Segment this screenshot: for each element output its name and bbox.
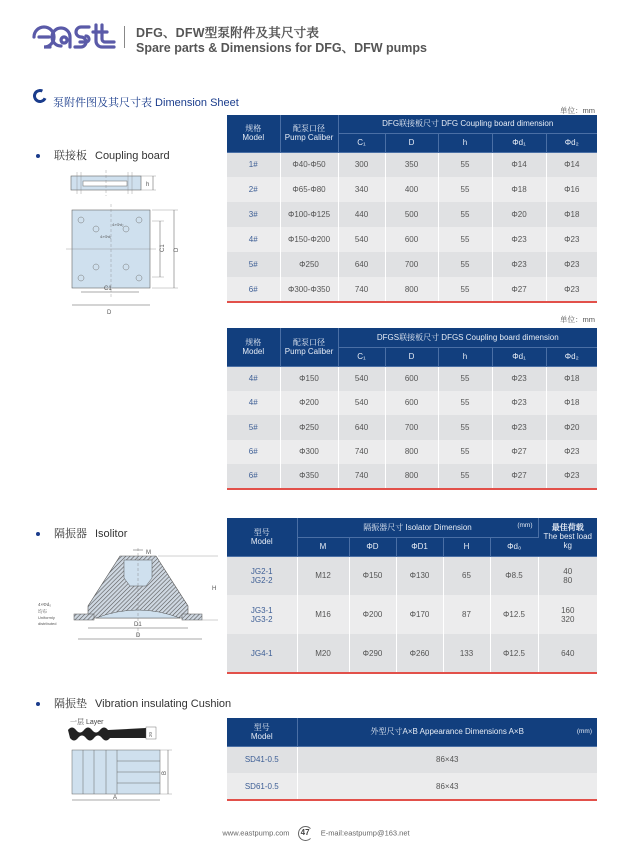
table-cell: 55 xyxy=(438,152,492,177)
table-cell: Φ150 xyxy=(349,556,396,595)
table-cell: Φ12.5 xyxy=(490,634,538,673)
col-d1: Φd₁ xyxy=(492,347,546,366)
section-title: 泵附件图及其尺寸表 Dimension Sheet xyxy=(53,97,239,109)
table-cell: Φ250 xyxy=(280,252,338,277)
table-cell: 400 xyxy=(385,177,438,202)
table-cell: 55 xyxy=(438,366,492,391)
header-best-load: 最佳荷载 The best load kg xyxy=(538,518,597,556)
coupling-board-heading xyxy=(36,147,170,163)
cell-model: JG2-1 JG2-2 xyxy=(227,556,297,595)
table-cell: 340 xyxy=(338,177,385,202)
table-row xyxy=(227,366,597,391)
table-cell: Φ14 xyxy=(492,152,546,177)
cell-model: 6# xyxy=(227,440,280,465)
cell-model: JG4-1 xyxy=(227,634,297,673)
cushion-heading xyxy=(36,695,231,711)
table-cell: 55 xyxy=(438,440,492,465)
table-row xyxy=(227,634,597,673)
page-title-cn: DFG、DFW型泵附件及其尺寸表 xyxy=(136,26,320,40)
table-row xyxy=(227,556,597,595)
table-cell: 540 xyxy=(338,366,385,391)
table-row xyxy=(227,595,597,634)
col-phi-d1: ΦD1 xyxy=(396,537,443,556)
table-cell: Φ170 xyxy=(396,595,443,634)
table-cell: Φ23 xyxy=(546,464,597,489)
table-cell: 300 xyxy=(338,152,385,177)
table-row xyxy=(227,415,597,440)
table-cell: 740 xyxy=(338,464,385,489)
diagram-label-m: M xyxy=(146,550,151,556)
table-cell: 86×43 xyxy=(297,773,597,800)
diagram-label-d-v: D xyxy=(174,247,180,252)
table-cell: 55 xyxy=(438,177,492,202)
header-divider xyxy=(124,26,125,48)
table-cell: 55 xyxy=(438,252,492,277)
header-group: 外型尺寸A×B Appearance Dimensions A×B (mm) xyxy=(297,718,597,746)
svg-text:distributed: distributed xyxy=(38,621,57,626)
table-cell: 350 xyxy=(385,152,438,177)
table-cell: M12 xyxy=(297,556,349,595)
table-row xyxy=(227,440,597,465)
cell-model: 4# xyxy=(227,391,280,416)
table-cell: 86×43 xyxy=(297,746,597,773)
col-h: h xyxy=(438,347,492,366)
table-cell: 55 xyxy=(438,227,492,252)
table-cell: 600 xyxy=(385,366,438,391)
diagram-label-h: h xyxy=(146,182,150,188)
table-cell: 87 xyxy=(443,595,490,634)
header-model: 规格 Model xyxy=(227,328,280,366)
bullet-icon xyxy=(36,702,40,706)
table-cell: Φ300 xyxy=(280,440,338,465)
table-cell: Φ18 xyxy=(492,177,546,202)
table-cell: 440 xyxy=(338,202,385,227)
table-cell: Φ130 xyxy=(396,556,443,595)
table-cell: Φ20 xyxy=(546,415,597,440)
cell-model: 5# xyxy=(227,415,280,440)
isolator-diagram xyxy=(38,546,218,646)
table-cell: 55 xyxy=(438,391,492,416)
table-cell: Φ260 xyxy=(396,634,443,673)
cell-model: 1# xyxy=(227,152,280,177)
table-cell: 700 xyxy=(385,415,438,440)
table-row xyxy=(227,464,597,489)
table-cell: Φ150-Φ200 xyxy=(280,227,338,252)
table-row xyxy=(227,227,597,252)
svg-text:4×Φd₂: 4×Φd₂ xyxy=(112,222,124,227)
table-cell: 700 xyxy=(385,252,438,277)
cell-model: 6# xyxy=(227,277,280,302)
cell-model: JG3-1 JG3-2 xyxy=(227,595,297,634)
page-number: 47 xyxy=(298,826,313,841)
col-h: H xyxy=(443,537,490,556)
table-cell: 800 xyxy=(385,277,438,302)
footer xyxy=(0,826,632,841)
footer-email[interactable]: E-mail:eastpump@163.net xyxy=(320,828,410,838)
cushion-label-cn: 隔振垫 xyxy=(54,698,87,710)
table-row xyxy=(227,202,597,227)
table-cell: Φ350 xyxy=(280,464,338,489)
col-phi-d0: Φd₀ xyxy=(490,537,538,556)
table-cell: 55 xyxy=(438,202,492,227)
diagram-label-c1: C1 xyxy=(104,286,112,292)
table-cell: Φ23 xyxy=(546,277,597,302)
bullet-icon xyxy=(36,532,40,536)
col-d1: Φd₁ xyxy=(492,133,546,152)
diagram-label-h: H xyxy=(212,586,217,592)
dfg-coupling-table xyxy=(227,115,597,303)
table-cell: Φ65-Φ80 xyxy=(280,177,338,202)
diagram-label-holes: 4×Φd₀ xyxy=(38,602,52,607)
cell-model: SD41-0.5 xyxy=(227,746,297,773)
table-cell: Φ16 xyxy=(546,177,597,202)
table-cell: 800 xyxy=(385,464,438,489)
table-cell: Φ290 xyxy=(349,634,396,673)
table-cell: Φ8.5 xyxy=(490,556,538,595)
svg-text:Uniformly: Uniformly xyxy=(38,615,55,620)
table-cell: M20 xyxy=(297,634,349,673)
cushion-diagram xyxy=(62,715,172,805)
table-cell: Φ23 xyxy=(546,227,597,252)
table-cell: 55 xyxy=(438,415,492,440)
diagram-label-b: B xyxy=(162,770,168,775)
table-cell: Φ18 xyxy=(546,366,597,391)
bullet-icon xyxy=(36,154,40,158)
col-d2: Φd₂ xyxy=(546,347,597,366)
isolator-table xyxy=(227,518,597,674)
table-cell: M16 xyxy=(297,595,349,634)
table-cell: Φ300-Φ350 xyxy=(280,277,338,302)
table-cell: Φ27 xyxy=(492,440,546,465)
table-cell: Φ23 xyxy=(492,366,546,391)
table-cell: 540 xyxy=(338,391,385,416)
table-cell: 540 xyxy=(338,227,385,252)
col-phi-d: ΦD xyxy=(349,537,396,556)
unit-label: 单位：mm xyxy=(560,106,595,115)
footer-website[interactable]: www.eastpump.com xyxy=(222,828,290,838)
table-cell: 55 xyxy=(438,277,492,302)
isolator-heading xyxy=(36,525,127,541)
cell-model: 4# xyxy=(227,227,280,252)
table-cell: Φ40-Φ50 xyxy=(280,152,338,177)
table-row xyxy=(227,277,597,302)
table-cell: 133 xyxy=(443,634,490,673)
table-cell: 740 xyxy=(338,277,385,302)
col-c1: C₁ xyxy=(338,133,385,152)
cushion-table xyxy=(227,718,597,801)
header-model: 规格 Model xyxy=(227,115,280,152)
header-model: 型号 Model xyxy=(227,718,297,746)
header-caliber: 配泵口径 Pump Caliber xyxy=(280,115,338,152)
table-cell: Φ14 xyxy=(546,152,597,177)
col-m: M xyxy=(297,537,349,556)
col-h: h xyxy=(438,133,492,152)
table-row xyxy=(227,252,597,277)
cell-model: 5# xyxy=(227,252,280,277)
east-logo xyxy=(30,22,118,52)
col-c1: C₁ xyxy=(338,347,385,366)
svg-text:20: 20 xyxy=(148,731,153,737)
diagram-label-layer: 一层 Layer xyxy=(70,719,104,726)
header-caliber: 配泵口径 Pump Caliber xyxy=(280,328,338,366)
table-cell: Φ23 xyxy=(546,252,597,277)
header-group: DFGS联接板尺寸 DFGS Coupling board dimension xyxy=(338,328,597,347)
table-cell: Φ20 xyxy=(492,202,546,227)
table-cell: Φ200 xyxy=(349,595,396,634)
table-cell: Φ23 xyxy=(492,252,546,277)
cushion-label-en: Vibration insulating Cushion xyxy=(95,698,232,710)
cell-model: 3# xyxy=(227,202,280,227)
cell-model: SD61-0.5 xyxy=(227,773,297,800)
svg-text:4×Φd₁: 4×Φd₁ xyxy=(100,234,112,239)
diagram-label-d: D xyxy=(107,310,112,316)
table-cell: 600 xyxy=(385,391,438,416)
table-cell: Φ250 xyxy=(280,415,338,440)
diagram-label-d1: D1 xyxy=(134,622,142,628)
table-cell: 800 xyxy=(385,440,438,465)
dfgs-coupling-table xyxy=(227,328,597,490)
diagram-label-a: A xyxy=(113,795,118,801)
isolator-label-en: Isolitor xyxy=(95,528,128,540)
svg-text:均布: 均布 xyxy=(38,609,47,614)
cell-best-load: 640 xyxy=(538,634,597,673)
unit-label-2: 单位：mm xyxy=(560,315,595,324)
table-row xyxy=(227,152,597,177)
table-row xyxy=(227,391,597,416)
table-cell: Φ100-Φ125 xyxy=(280,202,338,227)
table-cell: 55 xyxy=(438,464,492,489)
table-cell: Φ27 xyxy=(492,277,546,302)
table-row xyxy=(227,746,597,773)
table-cell: Φ23 xyxy=(492,227,546,252)
table-cell: 600 xyxy=(385,227,438,252)
diagram-label-c1-v: C1 xyxy=(160,244,166,252)
table-cell: Φ23 xyxy=(546,440,597,465)
col-d: D xyxy=(385,347,438,366)
table-cell: Φ18 xyxy=(546,202,597,227)
cell-model: 2# xyxy=(227,177,280,202)
table-cell: 65 xyxy=(443,556,490,595)
table-row xyxy=(227,177,597,202)
col-d2: Φd₂ xyxy=(546,133,597,152)
table-cell: Φ200 xyxy=(280,391,338,416)
cell-model: 6# xyxy=(227,464,280,489)
table-cell: Φ23 xyxy=(492,391,546,416)
cell-model: 4# xyxy=(227,366,280,391)
table-row xyxy=(227,773,597,800)
table-cell: Φ27 xyxy=(492,464,546,489)
isolator-label-cn: 隔振器 xyxy=(54,528,87,540)
header-group: DFG联接板尺寸 DFG Coupling board dimension xyxy=(338,115,597,133)
section-circle-icon xyxy=(31,87,49,105)
coupling-board-diagram xyxy=(60,168,190,320)
table-cell: 740 xyxy=(338,440,385,465)
table-cell: 500 xyxy=(385,202,438,227)
table-cell: Φ12.5 xyxy=(490,595,538,634)
coupling-board-label-en: Coupling board xyxy=(95,150,170,162)
header-model: 型号 Model xyxy=(227,518,297,556)
col-d: D xyxy=(385,133,438,152)
table-cell: Φ23 xyxy=(492,415,546,440)
table-cell: Φ150 xyxy=(280,366,338,391)
page-title-en: Spare parts & Dimensions for DFG、DFW pumps xyxy=(136,41,428,55)
table-cell: Φ18 xyxy=(546,391,597,416)
header-group: 隔振器尺寸 Isolator Dimension (mm) xyxy=(297,518,538,537)
diagram-label-d: D xyxy=(136,633,141,639)
cell-best-load: 160 320 xyxy=(538,595,597,634)
coupling-board-label-cn: 联接板 xyxy=(54,150,87,162)
table-cell: 640 xyxy=(338,252,385,277)
table-cell: 640 xyxy=(338,415,385,440)
cell-best-load: 40 80 xyxy=(538,556,597,595)
